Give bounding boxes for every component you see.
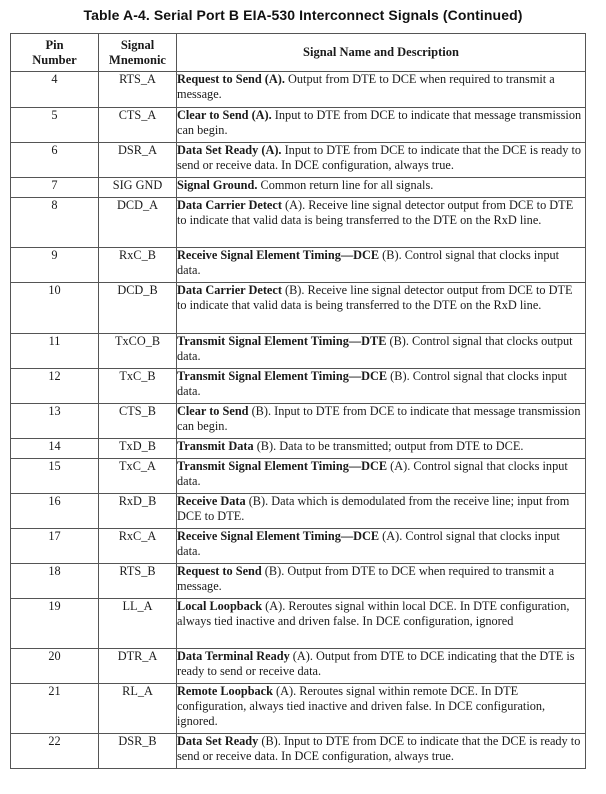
signal-name: Data Carrier Detect [177,283,282,297]
pin-cell: 15 [11,459,99,494]
table-row [11,599,586,649]
mnemonic-cell: TxC_B [99,369,177,404]
description-cell [177,108,586,143]
mnemonic-cell: DCD_A [99,198,177,248]
table-header-row [11,34,586,72]
description-cell [177,283,586,334]
signal-description: (B). Control signal that clocks output data. [177,334,573,363]
description-cell [177,72,586,108]
description-cell [177,459,586,494]
signal-description: (B). Receive line signal detector output from DCE to DTE to indicate that valid data is being transferred to the DTE on the RxD line. [177,283,573,312]
mnemonic-cell: TxC_A [99,459,177,494]
pin-cell: 17 [11,529,99,564]
pin-cell: 7 [11,178,99,198]
description-cell [177,684,586,734]
mnemonic-cell: RL_A [99,684,177,734]
signal-description: (A). Control signal that clocks input data. [177,459,568,488]
description-cell [177,143,586,178]
table-caption: Table A-4. Serial Port B EIA-530 Interconnect Signals (Continued) [83,7,523,23]
signal-description: (B). Control signal that clocks input data. [177,369,568,398]
description-cell [177,404,586,439]
signal-description: (A). Control signal that clocks input data. [177,529,560,558]
header-pin-line1: Pin [45,37,64,52]
signal-description: Common return line for all signals. [257,178,434,192]
signal-description: (A). Receive line signal detector output from DCE to DTE to indicate that valid data is being transferred to the DTE on the RxD line. [177,198,574,227]
signal-description: (B). Data to be transmitted; output from DTE to DCE. [253,439,524,453]
table-row [11,248,586,283]
description-cell [177,649,586,684]
header-mnemonic-line2: Mnemonic [109,52,166,67]
signal-name: Signal Ground. [177,178,258,192]
signal-name: Data Terminal Ready [177,649,290,663]
signal-name: Receive Data [177,494,246,508]
signal-description: (B). Input to DTE from DCE to indicate that message transmission can begin. [177,404,581,433]
mnemonic-cell: RxC_A [99,529,177,564]
mnemonic-cell: CTS_B [99,404,177,439]
table-row [11,108,586,143]
signal-description: Output from DTE to DCE when required to transmit a message. [177,72,555,101]
table-row [11,283,586,334]
table-row [11,334,586,369]
pin-cell: 20 [11,649,99,684]
signal-name: Transmit Signal Element Timing—DCE [177,459,388,473]
description-cell [177,494,586,529]
mnemonic-cell: RTS_A [99,72,177,108]
signal-description: (A). Reroutes signal within local DCE. In DTE configuration, always tied inactive and driven false. In DCE configuration, ignored [177,599,570,628]
signal-description: (B). Data which is demodulated from the receive line; input from DCE to DTE. [177,494,570,523]
header-pin-number [11,34,99,72]
table-row [11,198,586,248]
table-row [11,564,586,599]
signal-name: Data Set Ready [177,734,259,748]
description-cell [177,439,586,459]
description-cell [177,178,586,198]
table-row [11,459,586,494]
description-cell [177,369,586,404]
pin-cell: 8 [11,198,99,248]
description-cell [177,599,586,649]
table-row [11,529,586,564]
signal-description: (B). Input to DTE from DCE to indicate that the DCE is ready to send or receive data. In DCE configuration, always true. [177,734,581,763]
mnemonic-cell: DTR_A [99,649,177,684]
signal-name: Request to Send (A). [177,72,285,86]
pin-cell: 4 [11,72,99,108]
signal-description: Input to DTE from DCE to indicate that message transmission can begin. [177,108,582,137]
signals-table [10,33,586,769]
header-pin-line2: Number [32,52,77,67]
description-cell [177,564,586,599]
mnemonic-cell: CTS_A [99,108,177,143]
pin-cell: 6 [11,143,99,178]
signal-name: Clear to Send [177,404,249,418]
signal-name: Transmit Data [177,439,254,453]
signal-name: Data Carrier Detect [177,198,282,212]
table-row [11,369,586,404]
mnemonic-cell: RxD_B [99,494,177,529]
mnemonic-cell: SIG GND [99,178,177,198]
signal-description: (B). Control signal that clocks input data. [177,248,560,277]
pin-cell: 10 [11,283,99,334]
description-cell [177,734,586,769]
pin-cell: 16 [11,494,99,529]
mnemonic-cell: DSR_A [99,143,177,178]
signal-description: Input to DTE from DCE to indicate that the DCE is ready to send or receive data. In DCE configuration, always true. [177,143,582,172]
signal-name: Remote Loopback [177,684,273,698]
table-row [11,649,586,684]
signal-name: Request to Send [177,564,262,578]
description-cell [177,334,586,369]
pin-cell: 19 [11,599,99,649]
pin-cell: 22 [11,734,99,769]
mnemonic-cell: RTS_B [99,564,177,599]
table-row [11,72,586,108]
table-row [11,734,586,769]
pin-cell: 9 [11,248,99,283]
pin-cell: 11 [11,334,99,369]
table-row [11,494,586,529]
pin-cell: 5 [11,108,99,143]
signal-name: Receive Signal Element Timing—DCE [177,248,380,262]
header-signal-mnemonic [99,34,177,72]
signal-name: Receive Signal Element Timing—DCE [177,529,380,543]
pin-cell: 14 [11,439,99,459]
pin-cell: 13 [11,404,99,439]
description-cell [177,529,586,564]
header-mnemonic-line1: Signal [120,37,155,52]
mnemonic-cell: TxD_B [99,439,177,459]
table-row [11,684,586,734]
mnemonic-cell: LL_A [99,599,177,649]
signal-description: (A). Output from DTE to DCE indicating that the DTE is ready to send or receive data. [177,649,575,678]
table-row [11,143,586,178]
description-cell [177,198,586,248]
table-row [11,404,586,439]
signal-name: Local Loopback [177,599,263,613]
mnemonic-cell: TxCO_B [99,334,177,369]
description-cell [177,248,586,283]
signal-name: Transmit Signal Element Timing—DTE [177,334,387,348]
table-row [11,439,586,459]
pin-cell: 21 [11,684,99,734]
signal-description: (B). Output from DTE to DCE when required to transmit a message. [177,564,555,593]
signal-name: Data Set Ready (A). [177,143,282,157]
pin-cell: 18 [11,564,99,599]
mnemonic-cell: DCD_B [99,283,177,334]
mnemonic-cell: DSR_B [99,734,177,769]
mnemonic-cell: RxC_B [99,248,177,283]
header-signal-description: Signal Name and Description [177,34,586,72]
table-row [11,178,586,198]
signal-name: Clear to Send (A). [177,108,272,122]
signal-name: Transmit Signal Element Timing—DCE [177,369,388,383]
pin-cell: 12 [11,369,99,404]
signal-description: (A). Reroutes signal within remote DCE. In DTE configuration, always tied inactive and driven false. In DCE configuration, ignored. [177,684,546,728]
